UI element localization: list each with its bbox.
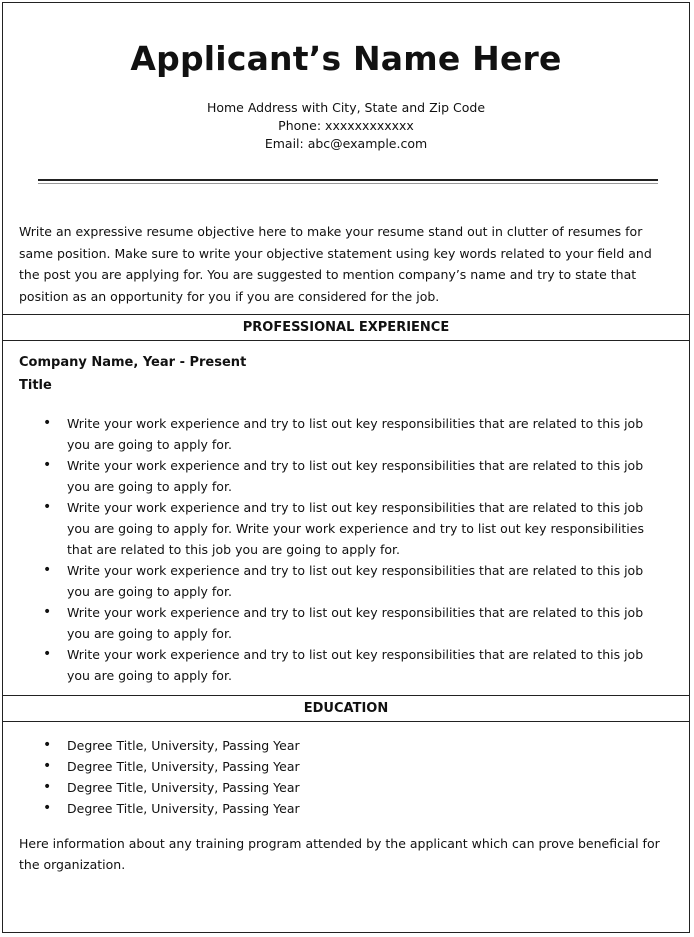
list-item: • Degree Title, University, Passing Year [3,735,667,756]
list-item: • Degree Title, University, Passing Year [3,777,667,798]
header-divider [38,179,658,184]
list-item: • Write your work experience and try to list out key responsibilities that are related to this job you are going to apply for. [3,413,667,455]
list-item: • Write your work experience and try to list out key responsibilities that are related to this job you are going to apply for. [3,602,667,644]
list-item: • Degree Title, University, Passing Year [3,798,667,819]
education-heading: EDUCATION [3,695,689,722]
education-list [3,735,667,819]
list-item: • Degree Title, University, Passing Year [3,756,667,777]
objective-text: Write an expressive resume objective here to make your resume stand out in clutter of resumes for same position. Make sure to write your objective statement using key words related to your field and the post you are applying for. You are suggested to mention company’s name and try to state that position as an opportunity for you if you are considered for the job. [19,224,652,304]
list-item: • Write your work experience and try to list out key responsibilities that are related to this job you are going to apply for. Write your work experience and try to list out key responsibilities that are related to this job you are going to apply for. [3,497,667,560]
phone: Phone: xxxxxxxxxxxx [278,118,414,133]
experience-heading: PROFESSIONAL EXPERIENCE [3,314,689,341]
applicant-name: Applicant’s Name Here [130,39,562,78]
list-item: • Write your work experience and try to list out key responsibilities that are related to this job you are going to apply for. [3,644,667,686]
resume-page [2,2,690,933]
email: Email: abc@example.com [264,136,428,151]
experience-list [3,413,667,686]
training-text: Here information about any training program attended by the applicant which can prove beneficial for the organization. [19,836,660,872]
list-item: • Write your work experience and try to list out key responsibilities that are related to this job you are going to apply for. [3,560,667,602]
job-title: Title [19,378,52,393]
list-item: • Write your work experience and try to list out key responsibilities that are related to this job you are going to apply for. [3,455,667,497]
home-address: Home Address with City, State and Zip Code [206,100,486,115]
company-line: Company Name, Year - Present [19,355,247,370]
